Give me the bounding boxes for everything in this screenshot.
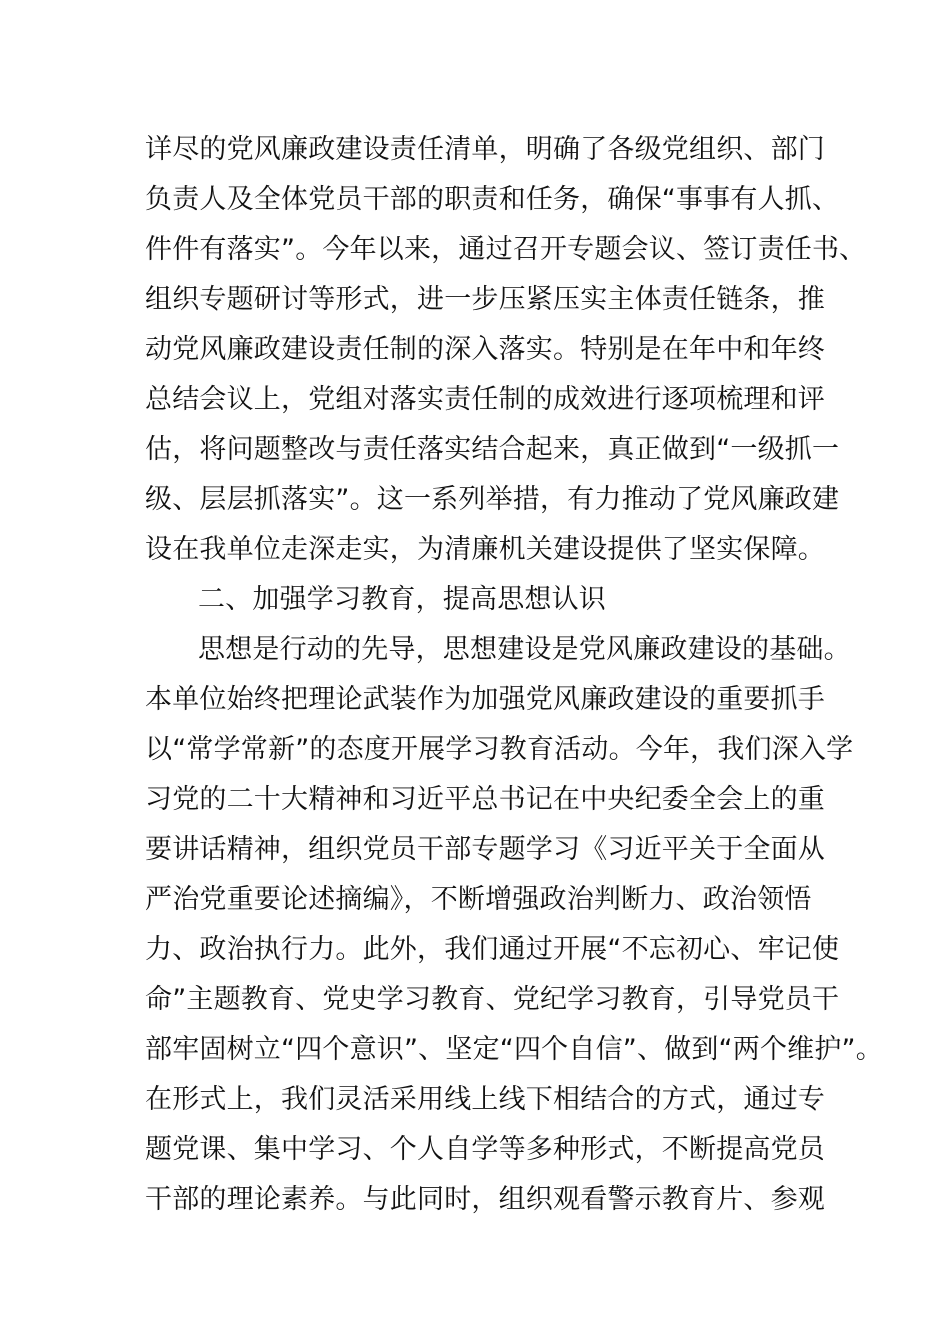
text-line: 总结会议上，党组对落实责任制的成效进行逐项梳理和评 bbox=[145, 384, 825, 415]
text-line: 件件有落实”。今年以来，通过召开专题会议、签订责任书、 bbox=[145, 234, 867, 265]
text-line: 动党风廉政建设责任制的深入落实。特别是在年中和年终 bbox=[145, 334, 825, 365]
text-line: 估，将问题整改与责任落实结合起来，真正做到“一级抓一 bbox=[145, 434, 840, 465]
text-line: 习党的二十大精神和习近平总书记在中央纪委全会上的重 bbox=[145, 784, 825, 815]
text-line: 设在我单位走深走实，为清廉机关建设提供了坚实保障。 bbox=[145, 534, 825, 565]
text-line: 思想是行动的先导，思想建设是党风廉政建设的基础。 bbox=[198, 634, 851, 665]
text-line: 题党课、集中学习、个人自学等多种形式，不断提高党员 bbox=[145, 1134, 825, 1165]
text-line: 干部的理论素养。与此同时，组织观看警示教育片、参观 bbox=[145, 1184, 825, 1215]
section-heading: 二、加强学习教育，提高思想认识 bbox=[198, 584, 606, 615]
text-line: 以“常学常新”的态度开展学习教育活动。今年，我们深入学 bbox=[145, 734, 854, 765]
text-line: 负责人及全体党员干部的职责和任务，确保“事事有人抓、 bbox=[145, 184, 840, 215]
text-line: 在形式上，我们灵活采用线上线下相结合的方式，通过专 bbox=[145, 1084, 825, 1115]
text-line: 级、层层抓落实”。这一系列举措，有力推动了党风廉政建 bbox=[145, 484, 840, 515]
text-line: 力、政治执行力。此外，我们通过开展“不忘初心、牢记使 bbox=[145, 934, 840, 965]
text-line: 本单位始终把理论武装作为加强党风廉政建设的重要抓手 bbox=[145, 684, 825, 715]
text-line: 部牢固树立“四个意识”、坚定“四个自信”、做到“两个维护”。 bbox=[145, 1034, 883, 1065]
text-line: 组织专题研讨等形式，进一步压紧压实主体责任链条，推 bbox=[145, 284, 825, 315]
text-line: 严治党重要论述摘编》，不断增强政治判断力、政治领悟 bbox=[145, 884, 812, 915]
text-line: 要讲话精神，组织党员干部专题学习《习近平关于全面从 bbox=[145, 834, 825, 865]
text-line: 命”主题教育、党史学习教育、党纪学习教育，引导党员干 bbox=[145, 984, 840, 1015]
text-line: 详尽的党风廉政建设责任清单，明确了各级党组织、部门 bbox=[145, 134, 825, 165]
